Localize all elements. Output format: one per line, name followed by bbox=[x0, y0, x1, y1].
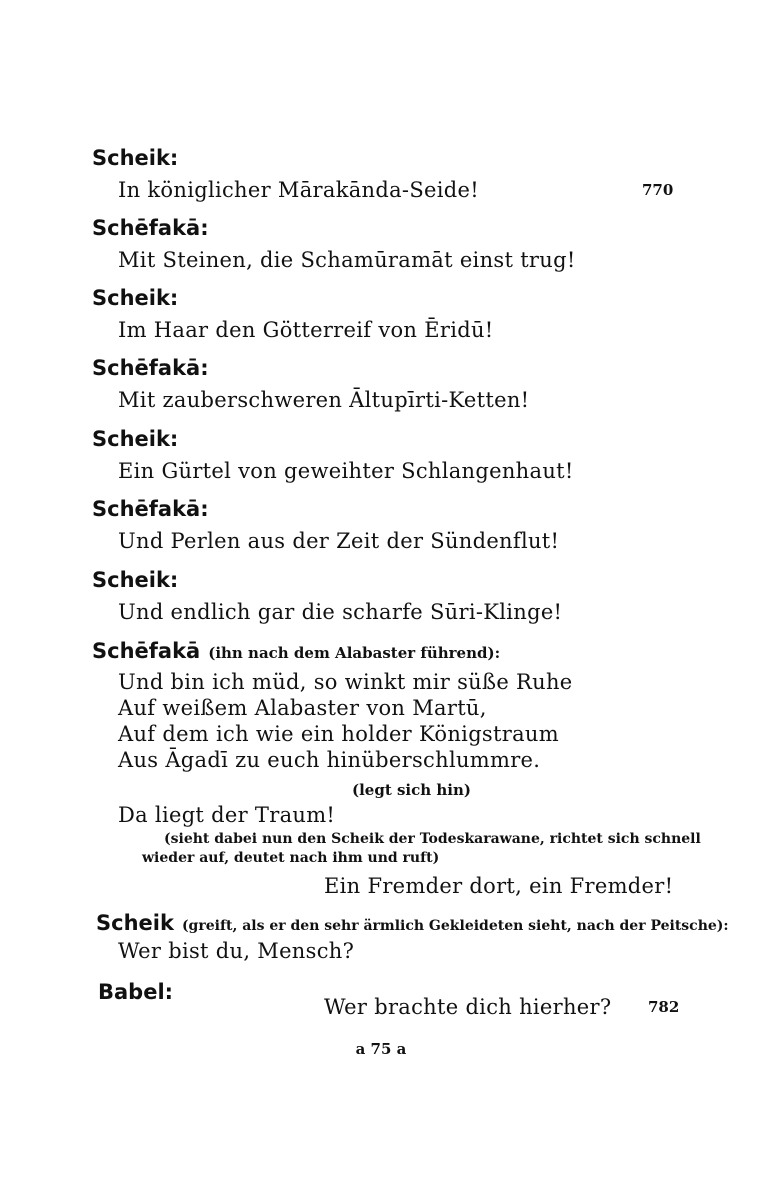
verse-line: Ein Gürtel von geweihter Schlangenhaut! bbox=[118, 459, 574, 483]
speaker-scheik bbox=[96, 911, 729, 935]
page-number: a 75 a bbox=[355, 1040, 407, 1058]
speaker-schefaka: Schēfakā: bbox=[92, 356, 209, 380]
verse-line: Und bin ich müd, so winkt mir süße Ruhe bbox=[118, 670, 573, 694]
stage-direction: wieder auf, deutet nach ihm und ruft) bbox=[142, 850, 440, 866]
verse-line: Im Haar den Götterreif von Ēridū! bbox=[118, 318, 494, 342]
verse-line: Und endlich gar die scharfe Sūri-Klinge! bbox=[118, 600, 563, 624]
speaker-schefaka: Schēfakā: bbox=[92, 216, 209, 240]
line-number: 770 bbox=[642, 181, 674, 199]
stage-direction: (greift, als er den sehr ärmlich Gekleideten sieht, nach der Peitsche): bbox=[181, 918, 729, 934]
verse-line: Wer bist du, Mensch? bbox=[118, 939, 355, 963]
verse-line: Auf weißem Alabaster von Martū, bbox=[118, 696, 487, 720]
stage-direction: (legt sich hin) bbox=[352, 781, 471, 799]
speaker-schefaka: Schēfakā: bbox=[92, 497, 209, 521]
verse-line: In königlicher Mārakānda-Seide! bbox=[118, 178, 479, 202]
verse-line: Aus Āgadī zu euch hinüberschlummre. bbox=[118, 748, 541, 772]
verse-line: Ein Fremder dort, ein Fremder! bbox=[324, 874, 674, 898]
speaker-scheik: Scheik: bbox=[92, 568, 179, 592]
verse-line: Da liegt der Traum! bbox=[118, 803, 336, 827]
verse-line: Und Perlen aus der Zeit der Sündenflut! bbox=[118, 529, 560, 553]
speaker-scheik: Scheik: bbox=[92, 286, 179, 310]
stage-direction: (ihn nach dem Alabaster führend): bbox=[208, 644, 501, 662]
stage-direction: (sieht dabei nun den Scheik der Todeskarawane, richtet sich schnell bbox=[164, 831, 701, 847]
speaker-scheik: Scheik: bbox=[92, 427, 179, 451]
speaker-name: Scheik bbox=[96, 911, 174, 935]
speaker-name: Schēfakā bbox=[92, 639, 201, 663]
speaker-babel: Babel: bbox=[98, 980, 174, 1004]
speaker-scheik: Scheik: bbox=[92, 146, 179, 170]
verse-line: Auf dem ich wie ein holder Königstraum bbox=[118, 722, 559, 746]
verse-line: Wer brachte dich hierher? bbox=[324, 995, 612, 1019]
line-number: 782 bbox=[648, 998, 680, 1016]
speaker-schefaka bbox=[92, 639, 500, 663]
verse-line: Mit Steinen, die Schamūramāt einst trug! bbox=[118, 248, 576, 272]
verse-line: Mit zauberschweren Āltupīrti-Ketten! bbox=[118, 388, 530, 412]
